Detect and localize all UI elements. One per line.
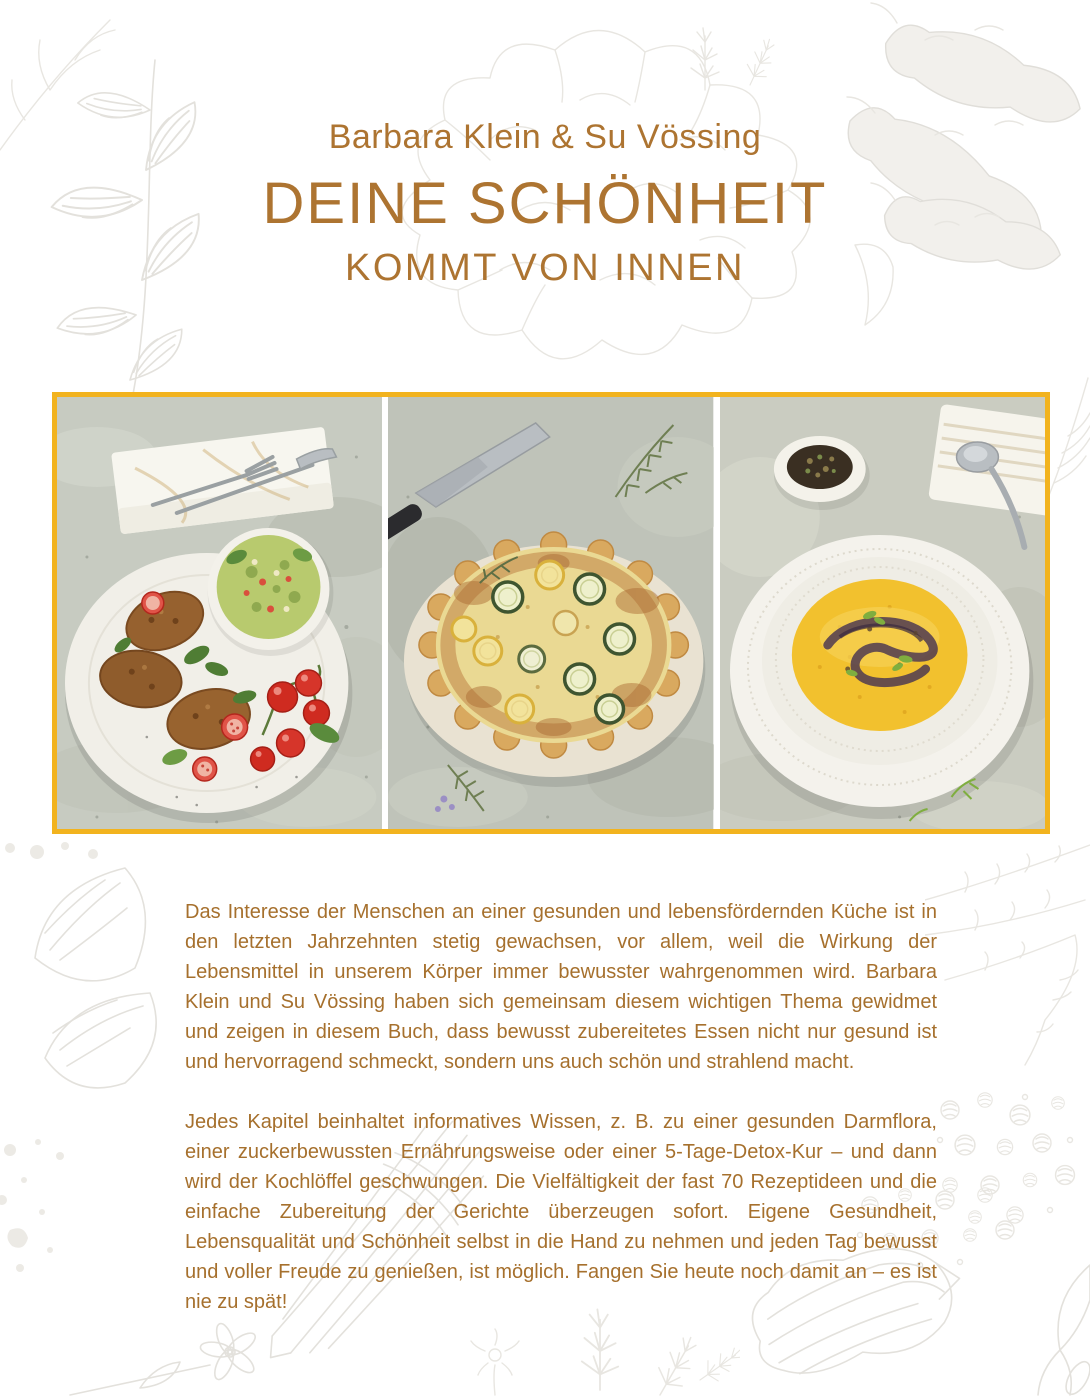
intro-paragraph-2: Jedes Kapitel beinhaltet informatives Wissen, z. B. zu einer gesunden Darmflora, einer zuckerbewussten Ernährungsweise oder einer 5-Tage-Detox-Kur – und dann wird der Kochlöffel geschwungen. Die Vielfältigkeit der fast 70 Rezeptideen und die einfache Zubereitung der Gerichte überzeugen sofort. Eigene Gesundheit, Lebensqualität und Schönheit selbst in die Hand zu nehmen und jeden Tag bewusst und voller Freude zu genießen, ist möglich. Fangen Sie heute noch damit an – es ist nie zu spät! xyxy=(185,1111,937,1313)
dill-sketch-top xyxy=(650,0,800,95)
photo-patties-plate xyxy=(57,397,382,829)
intro-text xyxy=(185,897,937,1317)
photo-yellow-soup xyxy=(720,397,1045,829)
splatter-sketch xyxy=(0,1130,120,1280)
tiny-flower-sketch xyxy=(460,1325,530,1400)
peppercorns-right-sketch xyxy=(930,1085,1090,1230)
intro-paragraph-1: Das Interesse der Menschen an einer gesunden und lebensfördernden Küche ist in den letzten Jahrzehnten stetig gewachsen, vor allem, weil die Wirkung der Lebensmittel in unserem Körper immer bewusster wahrgenommen wird. Barbara Klein und Su Vössing haben sich gemeinsam diesem wichtigen Thema gewidmet und zeigen in diesem Buch, dass bewusst zubereitetes Essen nicht nur gesund ist und hervorragend schmeckt, sondern uns auch schön und strahlend macht. xyxy=(185,901,937,1073)
photo-zucchini-quiche xyxy=(388,397,713,829)
photo-strip xyxy=(52,392,1050,834)
page-title: DEINE SCHÖNHEIT xyxy=(262,171,828,236)
pod-leaf-sketch xyxy=(1030,1260,1090,1400)
thyme-sprigs-sketch xyxy=(925,840,1090,1075)
leaves-left-sketch xyxy=(0,838,195,1128)
flower-sketch xyxy=(60,1310,300,1400)
author-line: Barbara Klein & Su Vössing xyxy=(328,118,762,156)
page-subtitle: KOMMT VON INNEN xyxy=(345,247,745,289)
